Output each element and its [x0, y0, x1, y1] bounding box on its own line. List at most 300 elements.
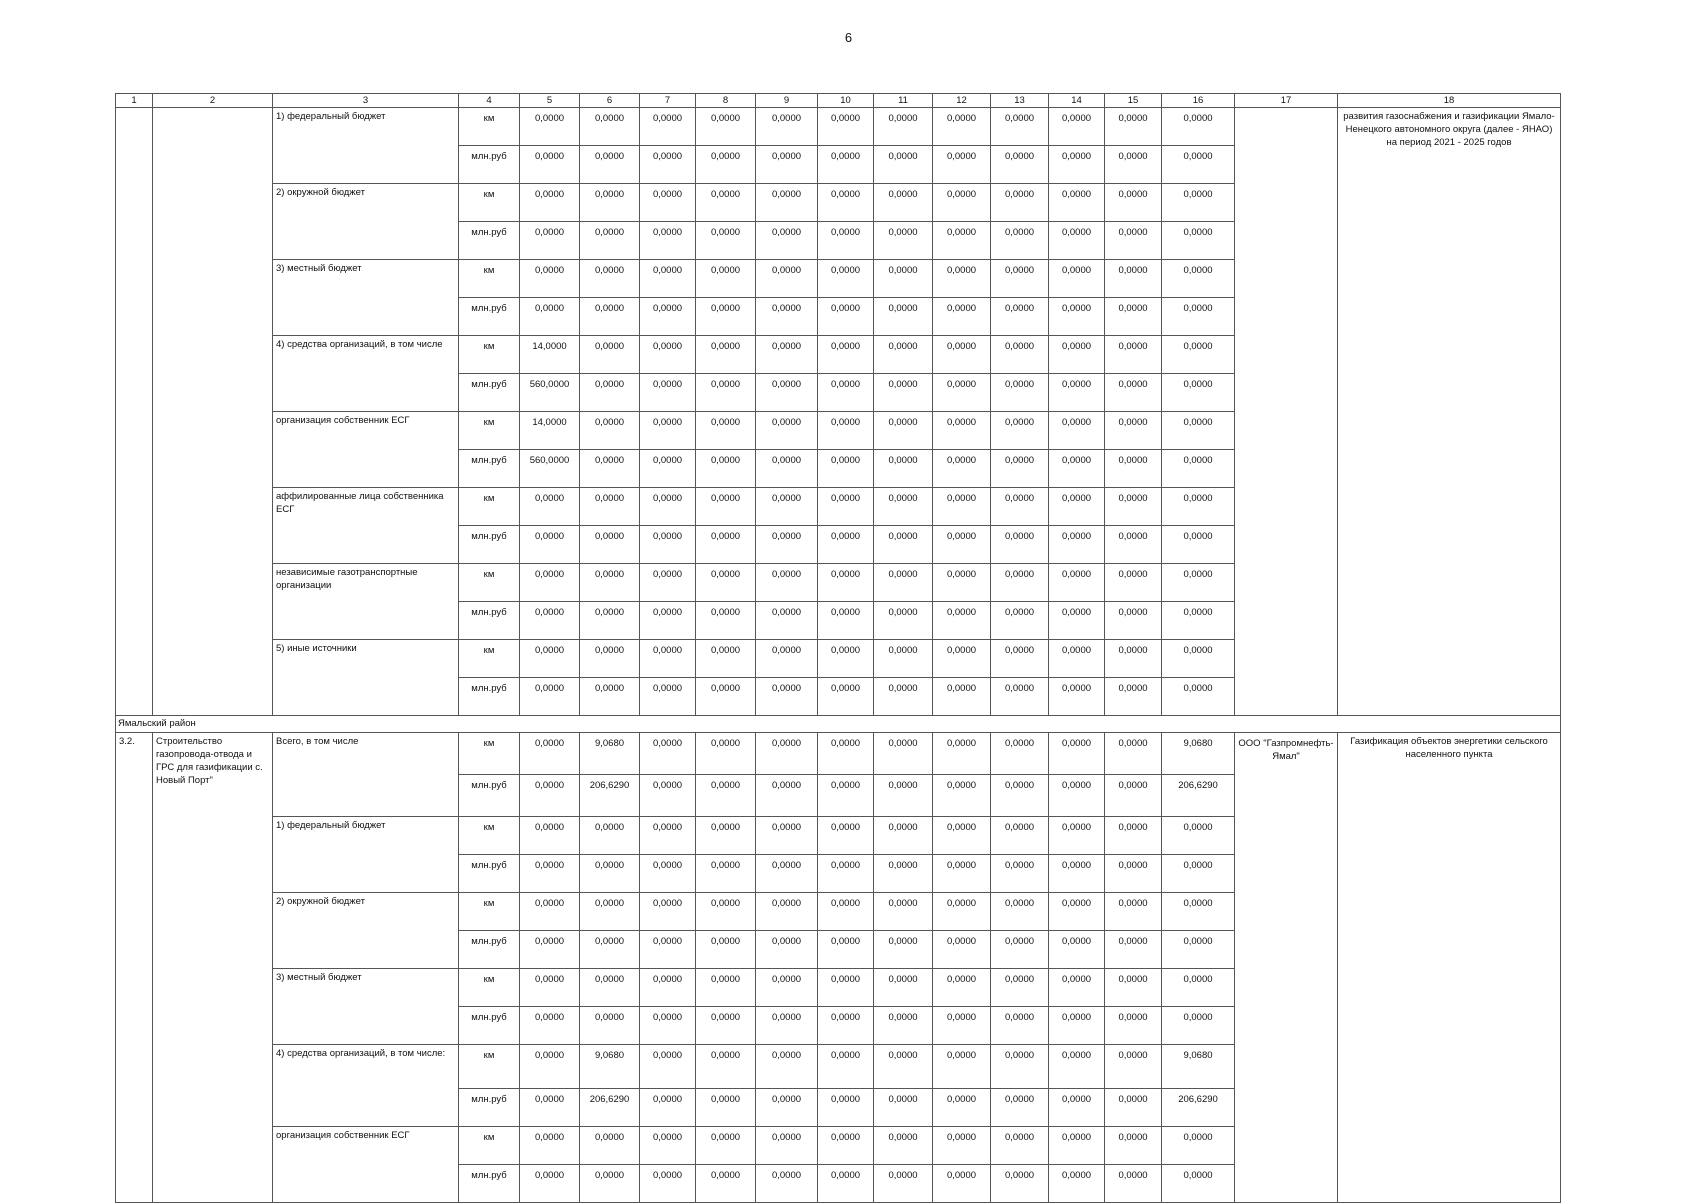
value-cell: 0,0000: [580, 146, 640, 184]
funding-source: 2) окружной бюджет: [273, 184, 459, 260]
funding-source: Всего, в том числе: [273, 733, 459, 817]
unit-cell: км: [459, 893, 520, 931]
value-cell: 0,0000: [818, 1127, 874, 1165]
value-cell: 0,0000: [756, 969, 818, 1007]
unit-cell: млн.руб: [459, 146, 520, 184]
value-cell: 0,0000: [1162, 678, 1235, 716]
value-cell: 0,0000: [1049, 1089, 1105, 1127]
unit-cell: млн.руб: [459, 222, 520, 260]
value-cell: 0,0000: [874, 450, 933, 488]
value-cell: 0,0000: [1049, 817, 1105, 855]
unit-cell: км: [459, 1127, 520, 1165]
value-cell: 0,0000: [640, 775, 696, 817]
value-cell: 0,0000: [933, 108, 991, 146]
value-cell: 0,0000: [991, 336, 1049, 374]
value-cell: 0,0000: [696, 336, 756, 374]
value-cell: 0,0000: [580, 640, 640, 678]
value-cell: 0,0000: [874, 1045, 933, 1089]
value-cell: 0,0000: [640, 184, 696, 222]
value-cell: 0,0000: [696, 678, 756, 716]
value-cell: 0,0000: [580, 969, 640, 1007]
value-cell: 0,0000: [640, 222, 696, 260]
value-cell: 0,0000: [874, 260, 933, 298]
unit-cell: млн.руб: [459, 450, 520, 488]
value-cell: 0,0000: [696, 1089, 756, 1127]
value-cell: 0,0000: [1049, 931, 1105, 969]
value-cell: 0,0000: [1162, 374, 1235, 412]
value-cell: 0,0000: [520, 640, 580, 678]
unit-cell: млн.руб: [459, 855, 520, 893]
value-cell: 0,0000: [991, 146, 1049, 184]
value-cell: 0,0000: [933, 602, 991, 640]
value-cell: 0,0000: [933, 146, 991, 184]
value-cell: 0,0000: [696, 298, 756, 336]
value-cell: 0,0000: [520, 1127, 580, 1165]
value-cell: 0,0000: [1162, 931, 1235, 969]
value-cell: 0,0000: [1105, 336, 1162, 374]
row-number-cell: [116, 108, 153, 716]
value-cell: 0,0000: [1049, 602, 1105, 640]
value-cell: 0,0000: [1049, 488, 1105, 526]
value-cell: 0,0000: [756, 733, 818, 775]
value-cell: 206,6290: [580, 1089, 640, 1127]
value-cell: 0,0000: [1162, 108, 1235, 146]
value-cell: 0,0000: [1105, 260, 1162, 298]
value-cell: 0,0000: [756, 602, 818, 640]
value-cell: 0,0000: [756, 526, 818, 564]
value-cell: 0,0000: [756, 374, 818, 412]
value-cell: 0,0000: [874, 222, 933, 260]
funding-source: аффилированные лица собственника ЕСГ: [273, 488, 459, 564]
unit-cell: км: [459, 969, 520, 1007]
value-cell: 0,0000: [1105, 374, 1162, 412]
value-cell: 0,0000: [756, 855, 818, 893]
region-label: Ямальский район: [116, 716, 1561, 733]
value-cell: 0,0000: [640, 146, 696, 184]
value-cell: 0,0000: [1049, 1007, 1105, 1045]
value-cell: 0,0000: [696, 450, 756, 488]
value-cell: 0,0000: [756, 450, 818, 488]
value-cell: 0,0000: [640, 855, 696, 893]
value-cell: 0,0000: [933, 733, 991, 775]
value-cell: 0,0000: [933, 678, 991, 716]
value-cell: 0,0000: [1162, 893, 1235, 931]
unit-cell: км: [459, 260, 520, 298]
funding-source: 1) федеральный бюджет: [273, 108, 459, 184]
target-cell: развития газоснабжения и газификации Ямало-Ненецкого автономного округа (далее - ЯНАО) на период 2021 - 2025 годов: [1338, 108, 1561, 716]
value-cell: 0,0000: [991, 893, 1049, 931]
value-cell: 0,0000: [756, 146, 818, 184]
value-cell: 0,0000: [580, 336, 640, 374]
value-cell: 0,0000: [874, 893, 933, 931]
value-cell: 0,0000: [1162, 450, 1235, 488]
value-cell: 0,0000: [933, 640, 991, 678]
value-cell: 0,0000: [818, 640, 874, 678]
value-cell: 0,0000: [520, 298, 580, 336]
value-cell: 0,0000: [756, 564, 818, 602]
value-cell: 0,0000: [696, 893, 756, 931]
value-cell: 14,0000: [520, 336, 580, 374]
value-cell: 0,0000: [991, 775, 1049, 817]
value-cell: 0,0000: [991, 1045, 1049, 1089]
value-cell: 0,0000: [1105, 733, 1162, 775]
column-number: 1: [116, 94, 153, 108]
value-cell: 0,0000: [991, 1127, 1049, 1165]
object-name-cell: [153, 108, 273, 716]
value-cell: 0,0000: [1105, 526, 1162, 564]
value-cell: 0,0000: [640, 336, 696, 374]
value-cell: 0,0000: [520, 775, 580, 817]
unit-cell: млн.руб: [459, 374, 520, 412]
value-cell: 0,0000: [874, 931, 933, 969]
value-cell: 0,0000: [874, 640, 933, 678]
value-cell: 0,0000: [818, 412, 874, 450]
value-cell: 0,0000: [933, 1045, 991, 1089]
unit-cell: км: [459, 336, 520, 374]
column-number: 18: [1338, 94, 1561, 108]
value-cell: 0,0000: [1049, 526, 1105, 564]
value-cell: 0,0000: [1162, 1007, 1235, 1045]
value-cell: 0,0000: [640, 108, 696, 146]
value-cell: 0,0000: [933, 412, 991, 450]
unit-cell: км: [459, 108, 520, 146]
value-cell: 0,0000: [520, 817, 580, 855]
value-cell: 0,0000: [640, 260, 696, 298]
value-cell: 0,0000: [818, 775, 874, 817]
funding-source: 5) иные источники: [273, 640, 459, 716]
value-cell: 0,0000: [1049, 336, 1105, 374]
value-cell: 0,0000: [640, 893, 696, 931]
column-number: 4: [459, 94, 520, 108]
value-cell: 0,0000: [991, 526, 1049, 564]
value-cell: 0,0000: [520, 222, 580, 260]
value-cell: 0,0000: [520, 969, 580, 1007]
value-cell: 0,0000: [1162, 488, 1235, 526]
investment-program-table: [115, 93, 1561, 1203]
value-cell: 0,0000: [933, 893, 991, 931]
column-number: 9: [756, 94, 818, 108]
value-cell: 0,0000: [696, 526, 756, 564]
value-cell: 0,0000: [1049, 1127, 1105, 1165]
value-cell: 0,0000: [874, 1165, 933, 1203]
value-cell: 0,0000: [933, 298, 991, 336]
unit-cell: км: [459, 184, 520, 222]
value-cell: 0,0000: [1105, 1165, 1162, 1203]
value-cell: 0,0000: [580, 488, 640, 526]
unit-cell: млн.руб: [459, 298, 520, 336]
value-cell: 0,0000: [1162, 412, 1235, 450]
value-cell: 0,0000: [640, 526, 696, 564]
value-cell: 0,0000: [933, 336, 991, 374]
value-cell: 0,0000: [874, 1127, 933, 1165]
value-cell: 0,0000: [1049, 969, 1105, 1007]
value-cell: 0,0000: [696, 733, 756, 775]
funding-source: 3) местный бюджет: [273, 260, 459, 336]
executor-cell: [1235, 108, 1338, 716]
unit-cell: км: [459, 488, 520, 526]
value-cell: 0,0000: [1105, 640, 1162, 678]
value-cell: 0,0000: [1105, 1127, 1162, 1165]
value-cell: 0,0000: [1105, 931, 1162, 969]
value-cell: 0,0000: [696, 412, 756, 450]
value-cell: 0,0000: [991, 184, 1049, 222]
value-cell: 0,0000: [756, 298, 818, 336]
value-cell: 0,0000: [1049, 260, 1105, 298]
column-number: 17: [1235, 94, 1338, 108]
value-cell: 0,0000: [756, 260, 818, 298]
value-cell: 0,0000: [818, 602, 874, 640]
value-cell: 0,0000: [520, 564, 580, 602]
column-number: 13: [991, 94, 1049, 108]
value-cell: 0,0000: [1049, 450, 1105, 488]
value-cell: 0,0000: [580, 260, 640, 298]
value-cell: 0,0000: [991, 969, 1049, 1007]
value-cell: 0,0000: [756, 108, 818, 146]
value-cell: 0,0000: [1049, 374, 1105, 412]
value-cell: 0,0000: [1105, 488, 1162, 526]
value-cell: 0,0000: [991, 733, 1049, 775]
value-cell: 0,0000: [756, 1127, 818, 1165]
value-cell: 0,0000: [818, 526, 874, 564]
value-cell: 0,0000: [1162, 855, 1235, 893]
value-cell: 0,0000: [874, 184, 933, 222]
value-cell: 0,0000: [756, 678, 818, 716]
value-cell: 0,0000: [1162, 817, 1235, 855]
value-cell: 0,0000: [874, 108, 933, 146]
value-cell: 0,0000: [756, 893, 818, 931]
value-cell: 0,0000: [874, 1007, 933, 1045]
unit-cell: км: [459, 817, 520, 855]
value-cell: 0,0000: [874, 336, 933, 374]
value-cell: 0,0000: [933, 374, 991, 412]
value-cell: 0,0000: [1105, 222, 1162, 260]
value-cell: 0,0000: [1105, 184, 1162, 222]
value-cell: 0,0000: [756, 184, 818, 222]
value-cell: 0,0000: [696, 488, 756, 526]
funding-source: 4) средства организаций, в том числе:: [273, 1045, 459, 1127]
row-number-cell: 3.2.: [116, 733, 153, 1203]
value-cell: 0,0000: [874, 146, 933, 184]
value-cell: 0,0000: [696, 184, 756, 222]
value-cell: 0,0000: [640, 817, 696, 855]
value-cell: 0,0000: [756, 1165, 818, 1203]
value-cell: 0,0000: [696, 146, 756, 184]
value-cell: 0,0000: [991, 488, 1049, 526]
value-cell: 0,0000: [933, 450, 991, 488]
value-cell: 0,0000: [1049, 733, 1105, 775]
value-cell: 0,0000: [580, 1165, 640, 1203]
funding-source: независимые газотранспортные организации: [273, 564, 459, 640]
value-cell: 0,0000: [818, 931, 874, 969]
value-cell: 0,0000: [580, 298, 640, 336]
value-cell: 9,0680: [580, 1045, 640, 1089]
value-cell: 0,0000: [640, 1089, 696, 1127]
value-cell: 0,0000: [1162, 640, 1235, 678]
value-cell: 0,0000: [580, 526, 640, 564]
table-body: [116, 94, 1561, 1203]
funding-source: 4) средства организаций, в том числе: [273, 336, 459, 412]
value-cell: 0,0000: [1105, 298, 1162, 336]
value-cell: 206,6290: [1162, 1089, 1235, 1127]
value-cell: 0,0000: [874, 969, 933, 1007]
region-row: [116, 716, 1561, 733]
column-number: 8: [696, 94, 756, 108]
value-cell: 0,0000: [1049, 640, 1105, 678]
value-cell: 0,0000: [696, 1165, 756, 1203]
target-cell: Газификация объектов энергетики сельского населенного пункта: [1338, 733, 1561, 1203]
value-cell: 0,0000: [933, 775, 991, 817]
value-cell: 0,0000: [520, 678, 580, 716]
value-cell: 0,0000: [1105, 108, 1162, 146]
value-cell: 0,0000: [818, 733, 874, 775]
value-cell: 0,0000: [696, 640, 756, 678]
value-cell: 206,6290: [1162, 775, 1235, 817]
value-cell: 0,0000: [696, 222, 756, 260]
value-cell: 0,0000: [756, 817, 818, 855]
value-cell: 0,0000: [1049, 146, 1105, 184]
value-cell: 0,0000: [874, 678, 933, 716]
value-cell: 0,0000: [756, 488, 818, 526]
value-cell: 0,0000: [580, 222, 640, 260]
value-cell: 0,0000: [580, 931, 640, 969]
value-cell: 0,0000: [874, 855, 933, 893]
value-cell: 0,0000: [933, 1089, 991, 1127]
value-cell: 0,0000: [1105, 893, 1162, 931]
value-cell: 0,0000: [640, 488, 696, 526]
value-cell: 0,0000: [520, 733, 580, 775]
object-name-cell: Строительство газопровода-отвода и ГРС для газификации с. Новый Порт": [153, 733, 273, 1203]
column-number: 7: [640, 94, 696, 108]
value-cell: 0,0000: [640, 1007, 696, 1045]
value-cell: 0,0000: [874, 374, 933, 412]
value-cell: 0,0000: [874, 526, 933, 564]
value-cell: 0,0000: [991, 931, 1049, 969]
value-cell: 0,0000: [818, 450, 874, 488]
value-cell: 0,0000: [818, 855, 874, 893]
value-cell: 0,0000: [818, 678, 874, 716]
value-cell: 0,0000: [1162, 1165, 1235, 1203]
value-cell: 0,0000: [696, 1007, 756, 1045]
value-cell: 0,0000: [1162, 336, 1235, 374]
value-cell: 0,0000: [933, 526, 991, 564]
value-cell: 14,0000: [520, 412, 580, 450]
value-cell: 0,0000: [818, 564, 874, 602]
value-cell: 9,0680: [580, 733, 640, 775]
value-cell: 0,0000: [580, 564, 640, 602]
unit-cell: млн.руб: [459, 526, 520, 564]
column-number: 6: [580, 94, 640, 108]
value-cell: 0,0000: [1049, 1165, 1105, 1203]
value-cell: 0,0000: [933, 1007, 991, 1045]
value-cell: 0,0000: [818, 336, 874, 374]
value-cell: 0,0000: [818, 260, 874, 298]
value-cell: 0,0000: [1162, 526, 1235, 564]
value-cell: 0,0000: [933, 184, 991, 222]
value-cell: 0,0000: [1049, 678, 1105, 716]
value-cell: 0,0000: [1049, 564, 1105, 602]
unit-cell: км: [459, 733, 520, 775]
executor-cell: ООО "Газпромнефть-Ямал": [1235, 733, 1338, 1203]
value-cell: 0,0000: [1105, 450, 1162, 488]
value-cell: 0,0000: [818, 1165, 874, 1203]
column-number: 5: [520, 94, 580, 108]
value-cell: 0,0000: [933, 855, 991, 893]
value-cell: 0,0000: [640, 412, 696, 450]
value-cell: 0,0000: [933, 488, 991, 526]
value-cell: 0,0000: [756, 640, 818, 678]
value-cell: 0,0000: [756, 775, 818, 817]
value-cell: 0,0000: [818, 1045, 874, 1089]
value-cell: 0,0000: [991, 260, 1049, 298]
column-number: 15: [1105, 94, 1162, 108]
value-cell: 0,0000: [991, 412, 1049, 450]
value-cell: 0,0000: [640, 1165, 696, 1203]
value-cell: 0,0000: [874, 564, 933, 602]
value-cell: 0,0000: [874, 817, 933, 855]
value-cell: 0,0000: [1105, 412, 1162, 450]
value-cell: 0,0000: [1049, 184, 1105, 222]
value-cell: 0,0000: [756, 1007, 818, 1045]
value-cell: 0,0000: [640, 298, 696, 336]
value-cell: 560,0000: [520, 374, 580, 412]
value-cell: 0,0000: [696, 260, 756, 298]
value-cell: 0,0000: [933, 564, 991, 602]
value-cell: 0,0000: [640, 1045, 696, 1089]
column-number: 11: [874, 94, 933, 108]
value-cell: 0,0000: [1162, 298, 1235, 336]
value-cell: 0,0000: [580, 450, 640, 488]
value-cell: 0,0000: [1162, 1127, 1235, 1165]
value-cell: 0,0000: [520, 526, 580, 564]
funding-source: организация собственник ЕСГ: [273, 1127, 459, 1203]
value-cell: 0,0000: [1162, 564, 1235, 602]
value-cell: 0,0000: [818, 374, 874, 412]
value-cell: 0,0000: [580, 893, 640, 931]
value-cell: 0,0000: [1162, 602, 1235, 640]
value-cell: 0,0000: [696, 108, 756, 146]
funding-source: 2) окружной бюджет: [273, 893, 459, 969]
value-cell: 0,0000: [818, 1007, 874, 1045]
unit-cell: млн.руб: [459, 775, 520, 817]
value-cell: 0,0000: [1049, 222, 1105, 260]
value-cell: 0,0000: [1105, 678, 1162, 716]
value-cell: 0,0000: [640, 564, 696, 602]
funding-source: 3) местный бюджет: [273, 969, 459, 1045]
value-cell: 0,0000: [640, 640, 696, 678]
value-cell: 0,0000: [1162, 260, 1235, 298]
value-cell: 0,0000: [640, 931, 696, 969]
value-cell: 0,0000: [756, 1089, 818, 1127]
value-cell: 0,0000: [933, 222, 991, 260]
value-cell: 0,0000: [520, 1165, 580, 1203]
unit-cell: км: [459, 1045, 520, 1089]
value-cell: 0,0000: [756, 222, 818, 260]
value-cell: 0,0000: [580, 602, 640, 640]
value-cell: 0,0000: [1105, 1045, 1162, 1089]
value-cell: 0,0000: [520, 931, 580, 969]
value-cell: 0,0000: [696, 817, 756, 855]
value-cell: 0,0000: [991, 1089, 1049, 1127]
value-cell: 0,0000: [696, 1045, 756, 1089]
value-cell: 0,0000: [756, 336, 818, 374]
unit-cell: км: [459, 640, 520, 678]
value-cell: 0,0000: [874, 733, 933, 775]
value-cell: 0,0000: [640, 969, 696, 1007]
value-cell: 0,0000: [933, 1165, 991, 1203]
value-cell: 0,0000: [580, 374, 640, 412]
unit-cell: млн.руб: [459, 1007, 520, 1045]
value-cell: 0,0000: [818, 488, 874, 526]
